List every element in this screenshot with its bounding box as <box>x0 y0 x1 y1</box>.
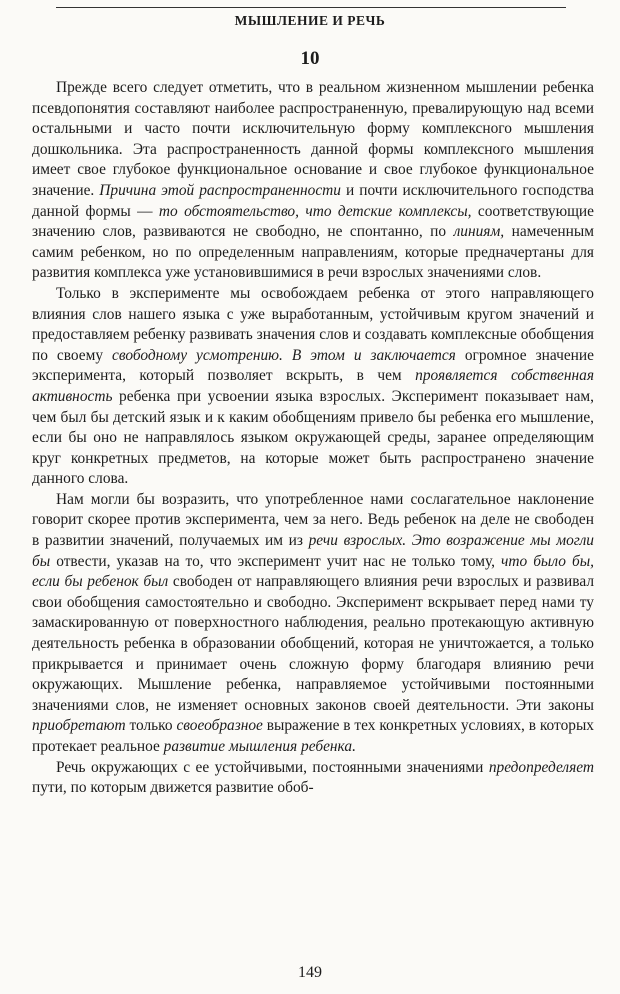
text-run: Речь окружающих с ее устойчивыми, постоянными значениями <box>56 758 489 776</box>
text-run: и почти исключительного господства данной формы — <box>32 181 595 220</box>
italic-run: проявляется собственная активность <box>32 367 594 405</box>
text-run: ребенка при усвоении языка взрослых. Эксперимент показывает нам, чем был бы детский язык и к каким обобщениям привело бы ребенка его мышление, если бы оно не направлялось языком окружающей среды, заранее определяющим круг конкретных предметов, на которые может быть распространено значение данного слова. <box>32 387 594 488</box>
text-run: Только в эксперименте мы освобождаем ребенка от этого направляющего влияния слов нашего языка с уже выработанным, устойчивым кругом значений и предоставляем ребенку развивать значения слов и создавать комплексные обобщения по своему <box>32 284 594 364</box>
page-number: 149 <box>298 964 322 981</box>
italic-run: речи взрослых. <box>308 532 407 550</box>
italic-run: то обстоятельство, что детские комплексы, <box>158 202 472 220</box>
italic-run: свободному усмотрению. <box>112 346 283 364</box>
paragraph <box>32 284 594 490</box>
header-rule <box>56 7 566 8</box>
text-run: Нам могли бы возразить, что употребленное нами сослагательное наклонение говорит скорее против эксперимента, чем за него. Ведь ребенок на деле не свободен в развитии значений, получаемых им из <box>32 490 594 550</box>
italic-run: Причина этой распространенности <box>99 181 341 199</box>
text-run: только <box>125 717 177 735</box>
text-run: пути, по которым движется развитие обоб- <box>32 779 314 797</box>
text-run: Прежде всего следует отметить, что в реальном жизненном мышлении ребенка псевдопонятия составляют наиболее распространенную, превалирующую над всеми остальными и часто почти исключительную форму комплексного мышления дошкольника. Эта распространенность данной формы комплексного мышления имеет свое глубокое функциональное основание и свое глубокое функциональное значение. <box>32 79 594 199</box>
paragraph <box>32 78 594 284</box>
paragraph <box>32 490 594 758</box>
italic-run: что было бы, если бы ребенок был <box>32 552 594 591</box>
text-run: отвести, указав на то, что эксперимент учит нас не только тому, <box>50 552 502 570</box>
italic-run: приобретают <box>32 717 126 735</box>
text-run: соответствующие значению слов, развиваются не свободно, не спонтанно, по <box>32 202 594 241</box>
running-head: МЫШЛЕНИЕ И РЕЧЬ <box>234 13 386 28</box>
paragraph <box>32 758 594 799</box>
italic-run: Это возражение мы могли бы <box>32 532 594 570</box>
italic-run: линиям, <box>453 223 505 241</box>
section-number: 10 <box>300 48 320 69</box>
italic-run: предопределяет <box>488 758 594 776</box>
italic-run: В этом и заключается <box>291 346 456 364</box>
text-run: свободен от направляющего влияния речи взрослых и развивал свои обобщения самостоятельно и свободно. Эксперимент вскрывает перед нами ту замаскированную от поверхностного наблюдения, реально протекающую активную деятельность ребенка в образовании обобщений, которая не уничтожается, а только прикрывается и принимает очень сложную форму благодаря влиянию речи окружающих. Мышление ребенка, направляемое устойчивыми постоянными значениями слов, не изменяет основных законов своей деятельности. Эти законы <box>32 573 594 714</box>
text-run: огромное значение эксперимента, который позволяет вскрыть, в чем <box>32 346 594 385</box>
italic-run: развитие мышления ребенка. <box>163 738 356 755</box>
text-run: намеченным самим ребенком, но по определенным направлениям, которые предначертаны для развития комплекса уже установившимися в речи взрослых значениями слов. <box>32 223 594 282</box>
italic-run: своеобразное <box>176 717 263 735</box>
body-text <box>32 78 594 799</box>
text-run: выражение в тех конкретных условиях, в которых протекает реальное <box>32 717 594 755</box>
text-run <box>283 347 292 364</box>
